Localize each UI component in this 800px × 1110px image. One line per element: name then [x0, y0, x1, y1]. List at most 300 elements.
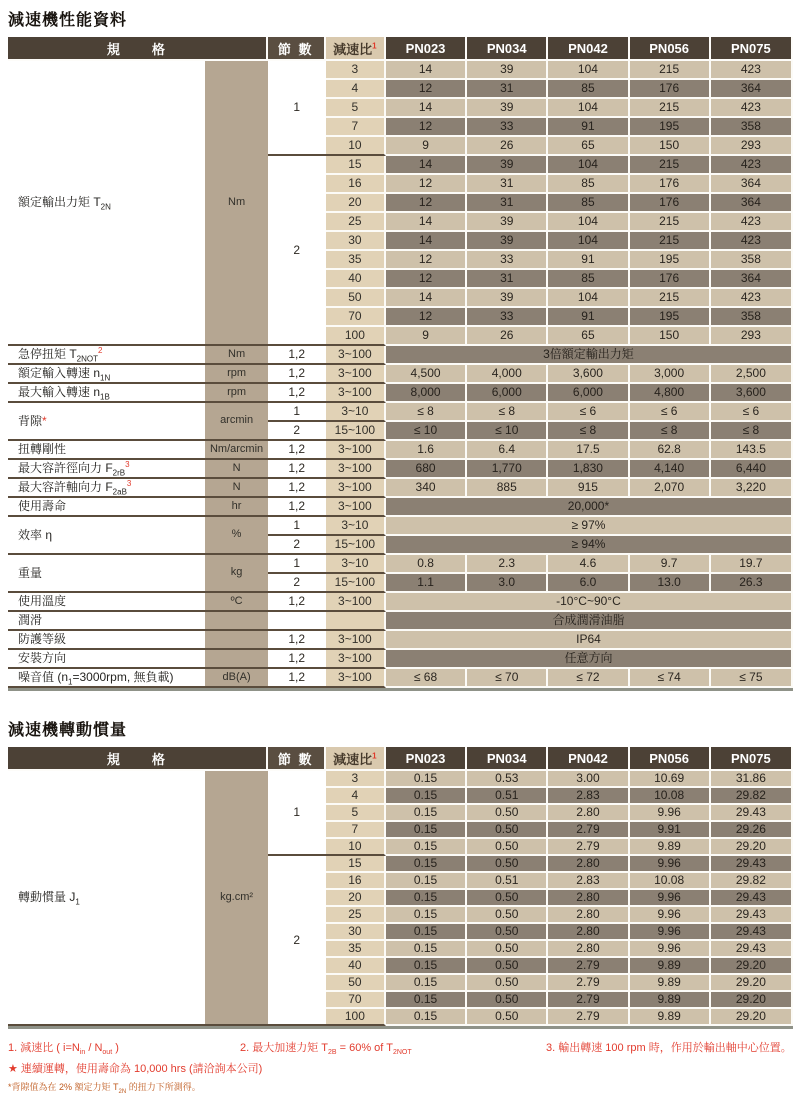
ratio-cell: 15~100 [326, 536, 386, 555]
ratio-cell: 20 [326, 890, 386, 907]
ratio-cell: 70 [326, 308, 386, 327]
value-cell: 9.96 [630, 941, 711, 958]
stage-cell: 1,2 [268, 593, 326, 612]
value-cell: 0.50 [467, 992, 548, 1009]
value-cell: 62.8 [630, 441, 711, 460]
value-cell: 4,140 [630, 460, 711, 479]
spec-label: 重量 [8, 555, 205, 593]
ratio-cell: 4 [326, 788, 386, 805]
table-row [8, 346, 793, 365]
unit-cell: rpm [205, 365, 267, 384]
value-cell: ≤ 6 [548, 403, 629, 422]
value-cell: 3.0 [467, 574, 548, 593]
value-cell: 9.89 [630, 1009, 711, 1026]
value-cell: 91 [548, 308, 629, 327]
footnote-2: 2. 最大加速力矩 $T_{2B} = 60\%$ of $T_{2NOT}$ [240, 1042, 412, 1057]
value-cell: 423 [711, 61, 793, 80]
value-cell: 9.89 [630, 975, 711, 992]
value-cell: 10.08 [630, 788, 711, 805]
value-cell: 6,000 [467, 384, 548, 403]
header-spec: 規 格 [8, 37, 268, 61]
ratio-cell: 3~100 [326, 669, 386, 688]
ratio-cell: 40 [326, 270, 386, 289]
unit-cell: Nm [205, 346, 267, 365]
spec-label: 背隙* [8, 403, 205, 441]
value-cell: 1.1 [386, 574, 467, 593]
value-cell: 6,440 [711, 460, 793, 479]
value-cell: 31 [467, 175, 548, 194]
value-cell: 29.82 [711, 788, 793, 805]
value-cell: 39 [467, 232, 548, 251]
value-cell: 10.08 [630, 873, 711, 890]
value-cell: 85 [548, 80, 629, 99]
spec-label: 額定輸出力矩 $T_{2N}$ [8, 61, 205, 346]
value-span: 20,000* [386, 498, 793, 517]
value-cell: ≤ 6 [630, 403, 711, 422]
value-cell: 0.50 [467, 1009, 548, 1026]
value-cell: 215 [630, 99, 711, 118]
ratio-cell: 3 [326, 771, 386, 788]
value-cell: 0.15 [386, 958, 467, 975]
value-cell: 0.53 [467, 771, 548, 788]
value-cell: 143.5 [711, 441, 793, 460]
value-cell: 2.79 [548, 992, 629, 1009]
value-cell: 195 [630, 308, 711, 327]
spec-label: 噪音值 ($n_1=3000rpm$, 無負載) [8, 669, 205, 688]
ratio-cell: 30 [326, 924, 386, 941]
value-cell: 150 [630, 137, 711, 156]
value-cell: 85 [548, 194, 629, 213]
value-cell: 215 [630, 289, 711, 308]
value-cell: 195 [630, 251, 711, 270]
value-cell: 0.15 [386, 924, 467, 941]
ratio-cell: 3~10 [326, 403, 386, 422]
value-cell: 9.7 [630, 555, 711, 574]
ratio-cell: 10 [326, 839, 386, 856]
value-span: ≥ 94% [386, 536, 793, 555]
ratio-cell: 15~100 [326, 422, 386, 441]
unit-cell [205, 631, 267, 650]
value-cell: 104 [548, 289, 629, 308]
stage-cell: 1,2 [268, 479, 326, 498]
value-cell: 1.6 [386, 441, 467, 460]
value-cell: 358 [711, 118, 793, 137]
stage-cell: 2 [268, 156, 326, 346]
value-cell: 915 [548, 479, 629, 498]
spec-label: 安裝方向 [8, 650, 205, 669]
value-cell: 0.15 [386, 890, 467, 907]
table-header-row [8, 747, 793, 771]
value-cell: 215 [630, 156, 711, 175]
table-row [8, 650, 793, 669]
header-model-pn023: PN023 [386, 747, 467, 771]
value-cell: 29.43 [711, 941, 793, 958]
value-cell: 14 [386, 213, 467, 232]
stage-cell: 1,2 [268, 441, 326, 460]
value-cell: 3,600 [711, 384, 793, 403]
value-cell: 29.43 [711, 907, 793, 924]
value-cell: 680 [386, 460, 467, 479]
value-cell: 2.80 [548, 890, 629, 907]
ratio-cell: 30 [326, 232, 386, 251]
value-cell: 104 [548, 213, 629, 232]
value-cell: 0.15 [386, 805, 467, 822]
stage-cell: 1 [268, 517, 326, 536]
spec-label: 最大容許軸向力 $F_{2aB}^3$ [8, 479, 205, 498]
table-row [8, 517, 793, 536]
header-model-pn042: PN042 [548, 747, 629, 771]
ratio-cell: 3~100 [326, 441, 386, 460]
ratio-cell: 3~10 [326, 517, 386, 536]
value-cell: 39 [467, 213, 548, 232]
ratio-cell: 50 [326, 289, 386, 308]
value-cell: 2.3 [467, 555, 548, 574]
value-span: 任意方向 [386, 650, 793, 669]
stage-cell: 1,2 [268, 498, 326, 517]
header-model-pn075: PN075 [711, 37, 793, 61]
ratio-cell: 4 [326, 80, 386, 99]
footnote-1: 1. 減速比 ( $i=N_{in} / N_{out}$ ) [8, 1042, 119, 1057]
ratio-cell: 16 [326, 175, 386, 194]
value-cell: 29.43 [711, 890, 793, 907]
value-cell: 2.79 [548, 975, 629, 992]
value-cell: 29.20 [711, 958, 793, 975]
value-cell: 31 [467, 194, 548, 213]
value-cell: 3,600 [548, 365, 629, 384]
table-row [8, 441, 793, 460]
value-cell: 91 [548, 118, 629, 137]
value-cell: 39 [467, 156, 548, 175]
value-cell: 0.50 [467, 924, 548, 941]
stage-cell: 2 [268, 574, 326, 593]
unit-cell: Nm/arcmin [205, 441, 267, 460]
value-cell: 14 [386, 156, 467, 175]
stage-cell: 1 [268, 403, 326, 422]
value-cell: 0.15 [386, 788, 467, 805]
spec-label: 轉動慣量 $J_1$ [8, 771, 205, 1026]
value-cell: 9.96 [630, 890, 711, 907]
value-cell: 176 [630, 175, 711, 194]
value-cell: 9 [386, 137, 467, 156]
stage-cell: 2 [268, 536, 326, 555]
value-cell: ≤ 10 [467, 422, 548, 441]
value-cell: 423 [711, 289, 793, 308]
ratio-cell: 3~10 [326, 555, 386, 574]
value-cell: 0.15 [386, 856, 467, 873]
value-cell: 2,070 [630, 479, 711, 498]
value-cell: 423 [711, 213, 793, 232]
header-stages: 節 數 [268, 747, 326, 771]
spec-label: 額定輸入轉速 $n_{1N}$ [8, 365, 205, 384]
value-cell: 4,800 [630, 384, 711, 403]
value-cell: 0.50 [467, 890, 548, 907]
value-cell: 6.4 [467, 441, 548, 460]
footnote-backlash: *背隙值為在 2% 額定力矩 $T_{2N}$ 的扭力下所測得。 [8, 1082, 201, 1095]
value-cell: 85 [548, 175, 629, 194]
table-header-row [8, 37, 793, 61]
value-span: ≥ 97% [386, 517, 793, 536]
stage-cell: 1 [268, 61, 326, 156]
header-model-pn034: PN034 [467, 747, 548, 771]
value-cell: 364 [711, 175, 793, 194]
value-cell: 2.80 [548, 856, 629, 873]
table-row [8, 771, 793, 788]
value-cell: 29.82 [711, 873, 793, 890]
value-cell: 85 [548, 270, 629, 289]
value-cell: 26 [467, 137, 548, 156]
value-cell: 150 [630, 327, 711, 346]
value-cell: ≤ 10 [386, 422, 467, 441]
ratio-cell: 25 [326, 907, 386, 924]
value-cell: 39 [467, 289, 548, 308]
value-cell: 29.43 [711, 856, 793, 873]
value-cell: 358 [711, 251, 793, 270]
value-cell: 9.96 [630, 805, 711, 822]
value-cell: 9.89 [630, 958, 711, 975]
value-cell: 29.43 [711, 805, 793, 822]
value-cell: 29.20 [711, 839, 793, 856]
spec-label: 使用溫度 [8, 593, 205, 612]
header-model-pn075: PN075 [711, 747, 793, 771]
value-cell: 293 [711, 137, 793, 156]
value-cell: 0.15 [386, 1009, 467, 1026]
value-cell: 0.50 [467, 839, 548, 856]
value-cell: 12 [386, 251, 467, 270]
unit-cell: N [205, 460, 267, 479]
value-cell: 364 [711, 80, 793, 99]
table-row [8, 384, 793, 403]
value-cell: 39 [467, 61, 548, 80]
ratio-cell: 5 [326, 805, 386, 822]
ratio-cell: 3~100 [326, 479, 386, 498]
value-cell: 340 [386, 479, 467, 498]
value-cell: ≤ 8 [630, 422, 711, 441]
value-cell: 423 [711, 232, 793, 251]
stage-cell: 1,2 [268, 384, 326, 403]
value-cell: 3,220 [711, 479, 793, 498]
value-cell: 2.79 [548, 958, 629, 975]
value-cell: 6,000 [548, 384, 629, 403]
value-cell: 9.89 [630, 839, 711, 856]
value-cell: 215 [630, 213, 711, 232]
value-cell: ≤ 72 [548, 669, 629, 688]
ratio-cell: 50 [326, 975, 386, 992]
stage-cell: 1,2 [268, 346, 326, 365]
value-cell: 423 [711, 99, 793, 118]
table-row [8, 498, 793, 517]
value-cell: 176 [630, 270, 711, 289]
footnote-3: 3. 輸出轉速 100 rpm 時，作用於輸出軸中心位置。 [546, 1042, 792, 1054]
ratio-cell: 15 [326, 856, 386, 873]
value-cell: ≤ 8 [548, 422, 629, 441]
value-cell: 31 [467, 80, 548, 99]
value-span: 合成潤滑油脂 [386, 612, 793, 631]
value-cell: 9.89 [630, 992, 711, 1009]
header-ratio: 減速比$^1$ [326, 37, 386, 61]
value-cell: 0.51 [467, 873, 548, 890]
value-cell: 3.00 [548, 771, 629, 788]
value-cell: 0.15 [386, 907, 467, 924]
ratio-cell: 16 [326, 873, 386, 890]
value-cell: 0.15 [386, 941, 467, 958]
value-cell: 39 [467, 99, 548, 118]
ratio-cell: 3~100 [326, 384, 386, 403]
spec-label: 最大輸入轉速 $n_{1B}$ [8, 384, 205, 403]
table-row [8, 61, 793, 80]
value-cell: 2.80 [548, 924, 629, 941]
value-cell: 9.96 [630, 907, 711, 924]
value-cell: 33 [467, 308, 548, 327]
value-cell: 12 [386, 270, 467, 289]
stage-cell: 1,2 [268, 460, 326, 479]
value-cell: 26 [467, 327, 548, 346]
value-cell: 29.43 [711, 924, 793, 941]
value-cell: 0.15 [386, 771, 467, 788]
value-cell: 9.91 [630, 822, 711, 839]
value-cell: 0.15 [386, 822, 467, 839]
value-cell: 29.20 [711, 992, 793, 1009]
unit-cell: dB(A) [205, 669, 267, 688]
value-cell: 0.51 [467, 788, 548, 805]
header-model-pn056: PN056 [630, 37, 711, 61]
ratio-cell [326, 612, 386, 631]
value-cell: 19.7 [711, 555, 793, 574]
value-cell: 364 [711, 194, 793, 213]
header-stages: 節 數 [268, 37, 326, 61]
stage-cell: 2 [268, 422, 326, 441]
value-cell: 104 [548, 232, 629, 251]
stage-cell: 1,2 [268, 650, 326, 669]
value-cell: 0.50 [467, 941, 548, 958]
value-cell: 9.96 [630, 856, 711, 873]
value-cell: 293 [711, 327, 793, 346]
table-row [8, 555, 793, 574]
header-spec: 規 格 [8, 747, 268, 771]
value-cell: 29.20 [711, 975, 793, 992]
value-cell: 0.50 [467, 907, 548, 924]
value-cell: 0.15 [386, 992, 467, 1009]
stage-cell: 1 [268, 555, 326, 574]
ratio-cell: 10 [326, 137, 386, 156]
table-row [8, 365, 793, 384]
table-row [8, 669, 793, 688]
unit-cell: rpm [205, 384, 267, 403]
unit-cell [205, 650, 267, 669]
value-cell: 104 [548, 61, 629, 80]
unit-cell: kg.cm² [205, 771, 267, 1026]
unit-cell: % [205, 517, 267, 555]
value-cell: 2.80 [548, 805, 629, 822]
value-cell: 6.0 [548, 574, 629, 593]
ratio-cell: 3~100 [326, 365, 386, 384]
value-cell: ≤ 6 [711, 403, 793, 422]
spec-label: 效率 η [8, 517, 205, 555]
stage-cell: 1,2 [268, 669, 326, 688]
value-cell: 176 [630, 194, 711, 213]
value-cell: 2,500 [711, 365, 793, 384]
ratio-cell: 3 [326, 61, 386, 80]
value-cell: 215 [630, 61, 711, 80]
table-row [8, 460, 793, 479]
value-cell: 195 [630, 118, 711, 137]
value-cell: 104 [548, 99, 629, 118]
ratio-cell: 3~100 [326, 650, 386, 669]
value-cell: 29.26 [711, 822, 793, 839]
value-cell: 4.6 [548, 555, 629, 574]
value-cell: 2.80 [548, 907, 629, 924]
value-cell: ≤ 8 [711, 422, 793, 441]
value-cell: 29.20 [711, 1009, 793, 1026]
value-cell: 33 [467, 251, 548, 270]
value-cell: 12 [386, 308, 467, 327]
ratio-cell: 100 [326, 327, 386, 346]
ratio-cell: 3~100 [326, 631, 386, 650]
stage-cell [268, 612, 326, 631]
value-cell: 14 [386, 289, 467, 308]
spec-label: 急停扭矩 $T_{2NOT}^2$ [8, 346, 205, 365]
value-cell: 0.15 [386, 975, 467, 992]
footnotes [8, 1039, 792, 1093]
value-cell: 2.83 [548, 788, 629, 805]
value-cell: 91 [548, 251, 629, 270]
value-cell: ≤ 70 [467, 669, 548, 688]
value-cell: 10.69 [630, 771, 711, 788]
header-model-pn056: PN056 [630, 747, 711, 771]
ratio-cell: 3~100 [326, 593, 386, 612]
unit-cell: ºC [205, 593, 267, 612]
header-model-pn034: PN034 [467, 37, 548, 61]
value-cell: 17.5 [548, 441, 629, 460]
value-cell: 0.50 [467, 822, 548, 839]
value-cell: 14 [386, 61, 467, 80]
value-cell: ≤ 8 [467, 403, 548, 422]
value-cell: 4,500 [386, 365, 467, 384]
header-ratio: 減速比$^1$ [326, 747, 386, 771]
value-cell: ≤ 68 [386, 669, 467, 688]
ratio-cell: 3~100 [326, 346, 386, 365]
stage-cell: 2 [268, 856, 326, 1026]
performance-table [8, 37, 793, 691]
value-cell: 0.15 [386, 839, 467, 856]
inertia-table [8, 747, 793, 1029]
table-row [8, 612, 793, 631]
value-cell: 2.80 [548, 941, 629, 958]
value-cell: 2.79 [548, 822, 629, 839]
value-cell: 885 [467, 479, 548, 498]
value-cell: 0.15 [386, 873, 467, 890]
value-cell: 8,000 [386, 384, 467, 403]
header-model-pn042: PN042 [548, 37, 629, 61]
unit-cell [205, 612, 267, 631]
table-row [8, 403, 793, 422]
footnote-continuous-duty: ★ 連續運轉，使用壽命為 10,000 hrs (請洽詢本公司) [8, 1063, 263, 1075]
ratio-cell: 70 [326, 992, 386, 1009]
unit-cell: arcmin [205, 403, 267, 441]
inertia-table-title: 減速機轉動慣量 [8, 722, 128, 739]
value-cell: 33 [467, 118, 548, 137]
ratio-cell: 35 [326, 941, 386, 958]
value-cell: 0.50 [467, 958, 548, 975]
ratio-cell: 20 [326, 194, 386, 213]
stage-cell: 1,2 [268, 631, 326, 650]
value-cell: 423 [711, 156, 793, 175]
value-cell: 9 [386, 327, 467, 346]
value-cell: 26.3 [711, 574, 793, 593]
value-cell: ≤ 75 [711, 669, 793, 688]
value-cell: 2.79 [548, 839, 629, 856]
ratio-cell: 5 [326, 99, 386, 118]
unit-cell: N [205, 479, 267, 498]
